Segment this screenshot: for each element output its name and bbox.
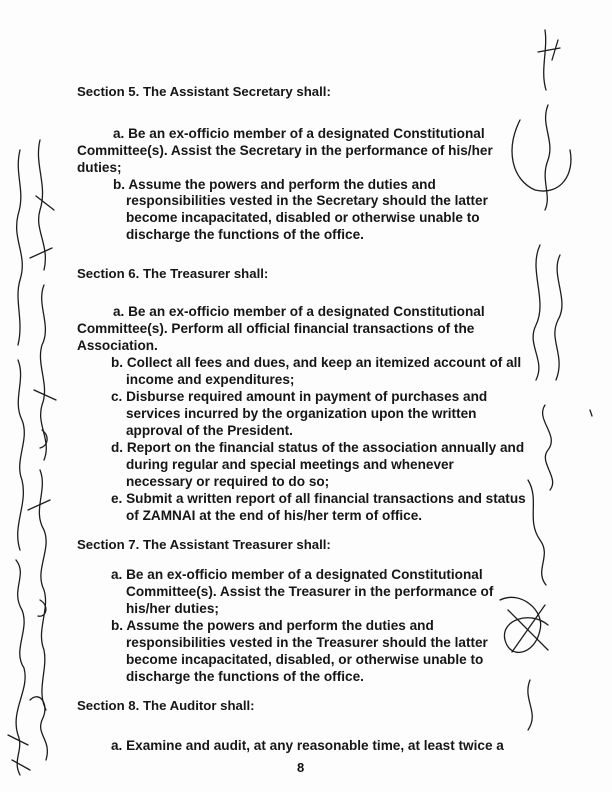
signature-right-7	[528, 480, 546, 585]
section-8-heading: Section 8. The Auditor shall:	[77, 698, 255, 713]
section-6-item-d-line-1: d. Report on the financial status of the association annually and	[111, 440, 525, 455]
section-6-item-e-line-2: of ZAMNAI at the end of his/her term of office.	[126, 508, 423, 523]
signature-right-9	[508, 605, 548, 652]
section-7-item-a-line-1: a. Be an ex-officio member of a designated Constitutional	[111, 567, 483, 582]
section-5-item-a-line-2: Committee(s). Assist the Secretary in the performance of his/her	[77, 143, 493, 158]
signature-left-2	[18, 360, 25, 550]
signature-right-5	[555, 255, 562, 380]
signature-right-2	[545, 105, 550, 210]
section-7-item-b-line-1: b. Assume the powers and perform the duties and	[111, 618, 434, 633]
section-7-item-b-line-3: become incapacitated, disabled, or otherwise unable to	[126, 652, 484, 667]
signature-left-1	[17, 150, 23, 345]
section-5-item-a-line-1: a. Be an ex-officio member of a designated Constitutional	[113, 126, 485, 141]
signature-right-1	[538, 30, 560, 90]
signature-right-8	[500, 597, 548, 652]
signature-right-6	[543, 405, 553, 490]
section-6-item-a-line-3: Association.	[77, 338, 158, 353]
signature-left-7	[39, 470, 46, 710]
section-7-heading: Section 7. The Assistant Treasurer shall:	[77, 537, 331, 552]
section-7-item-b-line-4: discharge the functions of the office.	[126, 669, 364, 684]
section-5-item-a-line-3: duties;	[77, 160, 122, 175]
section-5-item-b-line-3: become incapacitated, disabled or otherwise unable to	[126, 210, 480, 225]
section-6-item-c-line-2: services incurred by the organization upon the written	[126, 406, 477, 421]
signature-right-11	[590, 410, 592, 416]
section-6-heading: Section 6. The Treasurer shall:	[77, 266, 269, 281]
signature-right-4	[533, 245, 540, 380]
section-7-item-b-line-2: responsibilities vested in the Treasurer should the latter	[126, 635, 488, 650]
section-6-item-c-line-3: approval of the President.	[126, 423, 293, 438]
section-6-item-e-line-1: e. Submit a written report of all financial transactions and status	[111, 491, 526, 506]
section-5-heading: Section 5. The Assistant Secretary shall:	[77, 84, 331, 99]
signature-right-10	[528, 680, 532, 730]
signature-left-8	[30, 697, 47, 760]
section-6-item-d-line-2: during regular and special meetings and whenever	[126, 457, 454, 472]
signature-left-9	[28, 196, 56, 510]
section-5-item-b-line-4: discharge the functions of the office.	[126, 227, 364, 242]
section-6-item-a-line-2: Committee(s). Perform all official financial transactions of the	[77, 321, 475, 336]
section-8-item-a-line-1: a. Examine and audit, at any reasonable time, at least twice a	[111, 738, 504, 753]
section-6-item-a-line-1: a. Be an ex-officio member of a designated Constitutional	[113, 304, 485, 319]
section-7-item-a-line-2: Committee(s). Assist the Treasurer in the performance of	[126, 584, 494, 599]
signature-left-5	[38, 140, 45, 270]
page-number: 8	[297, 760, 305, 775]
section-6-item-b-line-1: b. Collect all fees and dues, and keep an itemized account of all	[111, 355, 522, 370]
section-6-item-b-line-2: income and expenditures;	[126, 372, 295, 387]
section-6-item-d-line-3: necessary or required to do so;	[126, 474, 330, 489]
signature-right-3	[512, 120, 571, 191]
section-6-item-c-line-1: c. Disburse required amount in payment of purchases and	[111, 389, 488, 404]
section-5-item-b-line-2: responsibilities vested in the Secretary should the latter	[126, 193, 488, 208]
section-5-item-b-line-1: b. Assume the powers and perform the duties and	[113, 177, 436, 192]
section-7-item-a-line-3: his/her duties;	[126, 601, 219, 616]
